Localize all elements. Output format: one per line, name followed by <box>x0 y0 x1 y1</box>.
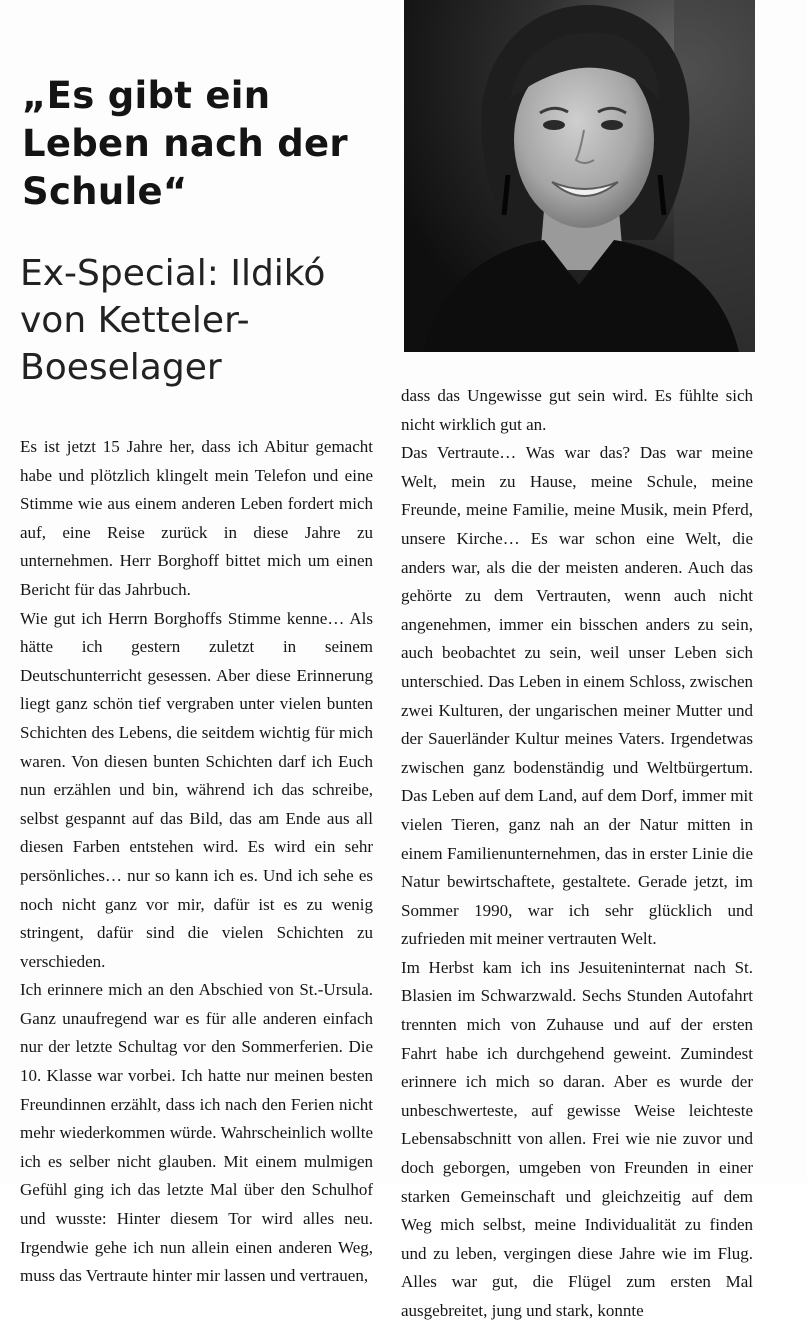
article-subtitle: Ex-Special: Ildikó von Ketteler-Boeselager <box>20 253 326 388</box>
paragraph: Es ist jetzt 15 Jahre her, dass ich Abitur gemacht habe und plötzlich klingelt mein Telefon und eine Stimme wie aus einem anderen Leben fordert mich auf, eine Reise zurück in diese Jahre zu unternehmen. Herr Borghoff bittet mich um einen Bericht für das Jahrbuch. <box>20 437 373 599</box>
paragraph: dass das Ungewisse gut sein wird. Es fühlte sich nicht wirklich gut an. <box>401 386 753 434</box>
portrait-image <box>404 0 755 352</box>
article-column-left <box>20 433 373 1291</box>
paragraph: Im Herbst kam ich ins Jesuiteninternat nach St. Blasien im Schwarzwald. Sechs Stunden Autofahrt trennten mich von Zuhause und auf der ersten Fahrt habe ich durchgehend geweint. Zumindest erinnere ich mich so daran. Aber es wurde der unbeschwerteste, auf gewisse Weise leichteste Lebensabschnitt von allen. Frei wie nie zuvor und doch geborgen, umgeben von Freunden in einer starken Gemeinschaft und gleichzeitig auf dem Weg mich selbst, meine Individualität zu finden und zu leben, vergingen diese Jahre wie im Flug. Alles war gut, die Flügel zum ersten Mal ausgebreitet, jung und stark, konnte <box>401 957 753 1320</box>
article-column-right <box>401 382 753 1326</box>
portrait-photo <box>404 0 755 352</box>
article-headline: „Es gibt ein Leben nach der Schule“ <box>22 74 348 213</box>
paragraph: Ich erinnere mich an den Abschied von St.-Ursula. Ganz unaufregend war es für alle anderen einfach nur der letzte Schultag vor den Sommerferien. Die 10. Klasse war vorbei. Ich hatte nur meinen besten Freundinnen erzählt, dass ich nach den Ferien nicht mehr wiederkommen würde. Wahrscheinlich wollte ich es selber nicht glauben. Mit einem mulmigen Gefühl ging ich das letzte Mal über den Schulhof und wusste: Hinter diesem Tor wird alles neu. Irgendwie gehe ich nun allein einen anderen Weg, muss das Vertraute hinter mir lassen und vertrauen, <box>20 980 373 1286</box>
paragraph: Das Vertraute… Was war das? Das war meine Welt, mein zu Hause, meine Schule, meine Freunde, meine Familie, meine Musik, mein Pferd, unsere Kirche… Es war schon eine Welt, die anders war, als die der meisten anderen. Auch das gehörte zu dem Vertrauten, wenn auch nicht angenehmen, immer ein bisschen anders zu sein, auch beobachtet zu sein, weil unser Leben sich unterschied. Das Leben in einem Schloss, zwischen zwei Kulturen, der ungarischen meiner Mutter und der Sauerländer Kultur meines Vaters. Irgendetwas zwischen ganz bodenständig und Weltbürgertum. Das Leben auf dem Land, auf dem Dorf, immer mit vielen Tieren, ganz nah an der Natur mitten in einem Familienunternehmen, das in erster Linie die Natur bewirtschaftete, gestaltete. Gerade jetzt, im Sommer 1990, war ich sehr glücklich und zufrieden mit meiner vertrauten Welt. <box>401 443 753 949</box>
paragraph: Wie gut ich Herrn Borghoffs Stimme kenne… Als hätte ich gestern zuletzt in seinem Deutschunterricht gesessen. Aber diese Erinnerung liegt ganz schön tief vergraben unter vielen bunten Schichten des Lebens, die seitdem wichtig für mich waren. Von diesen bunten Schichten darf ich Euch nun erzählen und bin, während ich das schreibe, selbst gespannt auf das Bild, das am Ende aus all diesen Farben entstehen wird. Es wird ein sehr persönliches… nur so kann ich es. Und ich sehe es noch nicht ganz vor mir, dafür ist es zu wenig stringent, dafür sind die vielen Schichten zu verschieden. <box>20 608 373 971</box>
